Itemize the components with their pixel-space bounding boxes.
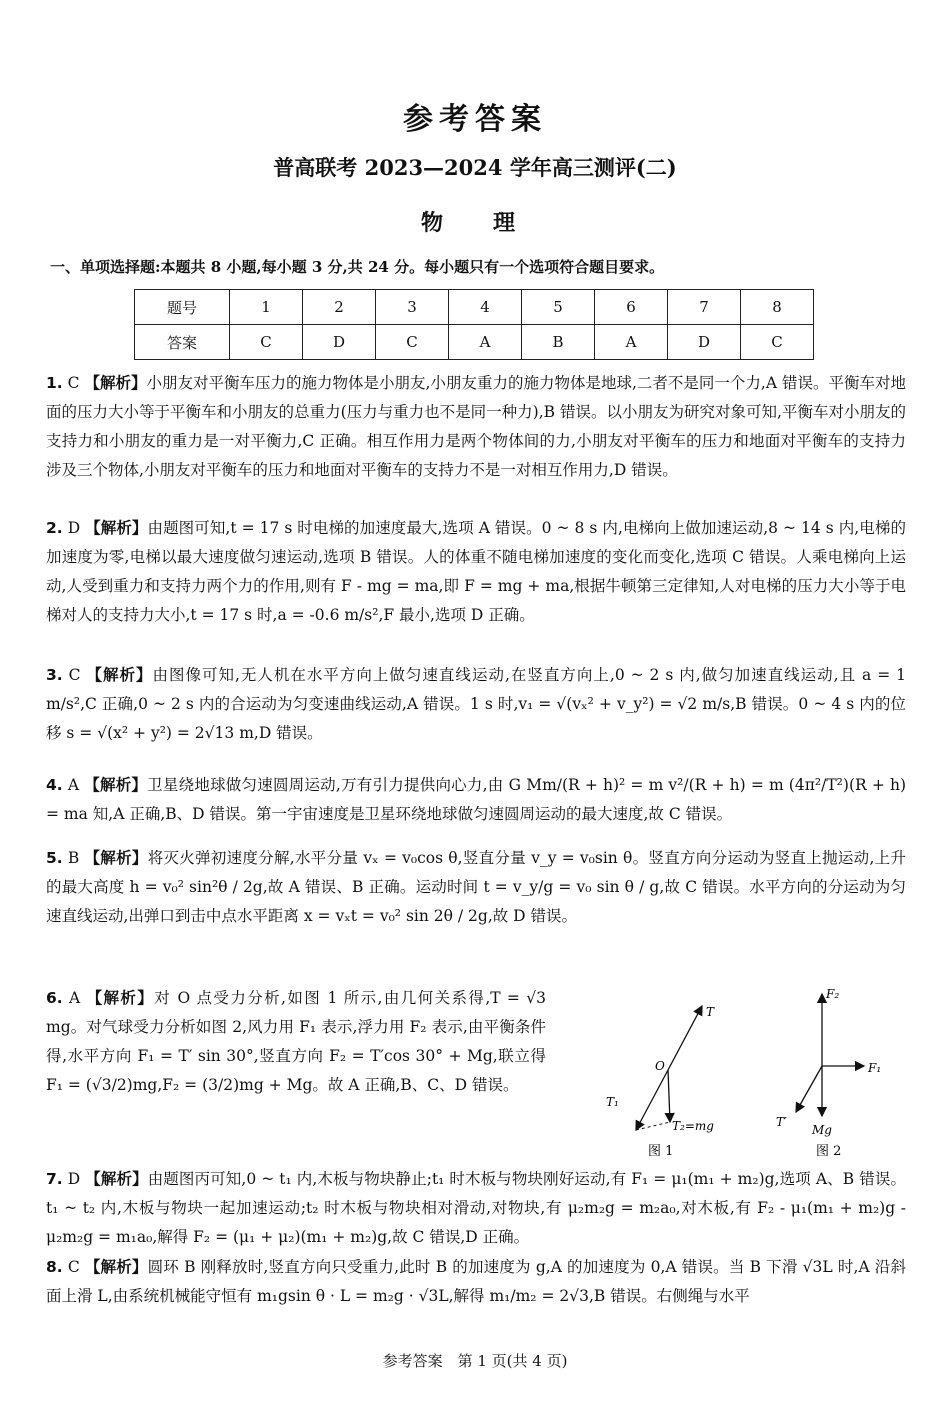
solution-item-4 [46,770,906,829]
item-text: 卫星绕地球做匀速圆周运动,万有引力提供向心力,由 G Mm/(R + h)² = m v²/(R + h) = m (4π²/T²)(R + h) = ma 知,A 正确,B、D 错误。第一宇宙速度是卫星环绕地球做匀速圆周运动的最大速度,故 C 错误。 [46,776,906,823]
gravity-t2-arrow [668,1070,670,1122]
figure-1-caption: 图 1 [648,1144,674,1159]
table-cell: B [522,325,595,360]
item-text: 由题图可知,t = 17 s 时电梯的加速度最大,选项 A 错误。0 ~ 8 s 内,电梯向上做加速运动,8 ~ 14 s 内,电梯的加速度为零,电梯以最大速度做匀速运动,选项 B 错误。人的体重不随电梯加速度的变化而变化,选项 C 错误。人乘电梯向上运动,人受到重力和支持力两个力的作用,则有 F - mg = ma,即 F = mg + ma,根据牛顿第三定律知,人对电梯的压力大小等于电梯对人的支持力大小,t = 17 s 时,a = -0.6 m/s²,F 最小,选项 D 正确。 [46,519,906,624]
page-footer: 参考答案 第 1 页(共 4 页) [382,1352,568,1370]
table-cell: 6 [595,290,668,325]
label-tprime: T′ [776,1115,787,1129]
item-text: 由题图丙可知,0 ~ t₁ 内,木板与物块静止;t₁ 时木板与物块刚好运动,有 F₁ = μ₁(m₁ + m₂)g,选项 A、B 错误。t₁ ~ t₂ 内,木板与物块一起加速运动;t₂ 时木板与物块相对滑动,对物块,有 μ₂m₂g = m₂a₀,对木板,有 F₂ - μ₁(m₁ + m₂)g - μ₂m₂g = m₁a₀,解得 F₂ = (μ₁ + μ₂)(m₁ + m₂)g,故 C 错误,D 正确。 [46,1170,906,1246]
item-text: 将灭火弹初速度分解,水平分量 vₓ = v₀cos θ,竖直分量 v_y = v₀sin θ。竖直方向分运动为竖直上抛运动,上升的最大高度 h = v₀² sin²θ / 2g,故 A 错误、B 正确。运动时间 t = v_y/g = v₀ sin θ / g,故 C 错误。水平方向的分运动为匀速直线运动,出弹口到击中点水平距离 x = vₓt = v₀² sin 2θ / 2g,故 D 错误。 [46,849,906,925]
table-row-answers [135,325,814,360]
item-tag: 【解析】 [86,665,153,684]
item-text: 由图像可知,无人机在水平方向上做匀速直线运动,在竖直方向上,0 ~ 2 s 内,做匀加速直线运动,且 a = 1 m/s²,C 正确,0 ~ 2 s 内的合运动为匀变速曲线运动,A 错误。1 s 时,v₁ = √(vₓ² + v_y²) = √2 m/s,B 错误。0 ~ 4 s 内的位移 s = √(x² + y²) = 2√13 m,D 错误。 [46,666,906,742]
item-tag: 【解析】 [84,848,148,867]
table-cell: 1 [230,290,303,325]
figure-2 [776,987,881,1159]
solution-item-3 [46,660,906,748]
label-o: O [655,1059,665,1073]
item-answer: C [67,374,80,392]
item-answer: A [69,989,81,1007]
item-number: 5. [46,849,63,867]
item-answer: C [67,1258,80,1276]
item-answer: A [67,776,80,794]
table-cell: 7 [668,290,741,325]
force-tprime-arrow [796,1066,822,1112]
table-cell: C [376,325,449,360]
row-label-answer: 答案 [135,325,230,360]
table-cell: 3 [376,290,449,325]
item-number: 8. [46,1258,63,1276]
item-tag: 【解析】 [84,373,147,392]
solution-item-5 [46,843,906,931]
tension-t1-arrow [636,1070,668,1130]
item-number: 2. [46,519,63,537]
item-answer: C [68,666,81,684]
item-tag: 【解析】 [84,1257,148,1276]
label-t2: T₂=mg [672,1119,714,1133]
table-cell: D [668,325,741,360]
label-f2: F₂ [826,987,840,1001]
item-number: 6. [46,989,63,1007]
item-text: 圆环 B 刚释放时,竖直方向只受重力,此时 B 的加速度为 g,A 的加速度为 0,A 错误。当 B 下滑 √3L 时,A 沿斜面上滑 L,由系统机械能守恒有 m₁gsin θ · L = m₂g · √3L,解得 m₁/m₂ = 2√3,B 错误。右侧绳与水平 [46,1258,906,1305]
item-number: 7. [46,1170,63,1188]
dashed-line [636,1122,670,1130]
table-cell: D [303,325,376,360]
item-number: 4. [46,776,63,794]
table-cell: C [230,325,303,360]
solution-item-2 [46,513,906,630]
item-tag: 【解析】 [84,775,148,794]
row-label-number: 题号 [135,290,230,325]
solution-item-7 [46,1164,906,1252]
item-answer: D [67,519,81,537]
solution-item-1 [46,368,906,485]
item-text: 对 O 点受力分析,如图 1 所示,由几何关系得,T = √3 mg。对气球受力分析如图 2,风力用 F₁ 表示,浮力用 F₂ 表示,由平衡条件得,水平方向 F₁ = T′ sin 30°,竖直方向 F₂ = T′cos 30° + Mg,联立得 F₁ = (√3/2)mg,F₂ = (3/2)mg + Mg。故 A 正确,B、C、D 错误。 [46,989,546,1094]
subject-title: 物 理 [420,210,529,236]
item-tag: 【解析】 [86,988,155,1007]
label-mg: Mg [812,1123,832,1137]
table-cell: 4 [449,290,522,325]
item-number: 3. [46,666,63,684]
label-t1: T₁ [606,1095,619,1109]
table-row-numbers [135,290,814,325]
solution-item-8 [46,1252,906,1311]
section-heading: 一、单项选择题:本题共 8 小题,每小题 3 分,共 24 分。每小题只有一个选项符合题目要求。 [50,258,665,276]
item-number: 1. [46,374,63,392]
tension-t-arrow [668,1006,702,1070]
answer-table [134,289,814,360]
item-tag: 【解析】 [85,518,148,537]
table-cell: 5 [522,290,595,325]
exam-subtitle: 普高联考 2023—2024 学年高三测评(二) [273,155,677,180]
solution-item-6 [46,983,546,1100]
item-text: 小朋友对平衡车压力的施力物体是小朋友,小朋友重力的施力物体是地球,二者不是同一个力,A 错误。平衡车对地面的压力大小等于平衡车和小朋友的总重力(压力与重力也不是同一种力),B 错误。以小朋友为研究对象可知,平衡车对小朋友的支持力和小朋友的重力是一对平衡力,C 正确。相互作用力是两个物体间的力,小朋友对平衡车的压力和地面对平衡车的支持力涉及三个物体,小朋友对平衡车的压力和地面对平衡车的支持力不是一对相互作用力,D 错误。 [46,374,906,479]
item-tag: 【解析】 [85,1169,148,1188]
table-cell: A [449,325,522,360]
table-cell: 8 [741,290,814,325]
label-t: T [706,1005,715,1019]
item-answer: D [67,1170,81,1188]
table-cell: C [741,325,814,360]
figure-1 [606,1005,715,1159]
figure-2-caption: 图 2 [816,1144,842,1159]
table-cell: A [595,325,668,360]
label-f1: F₁ [868,1061,882,1075]
item-answer: B [67,849,80,867]
table-cell: 2 [303,290,376,325]
force-diagrams [598,980,898,1160]
page-title: 参考答案 [403,102,547,137]
